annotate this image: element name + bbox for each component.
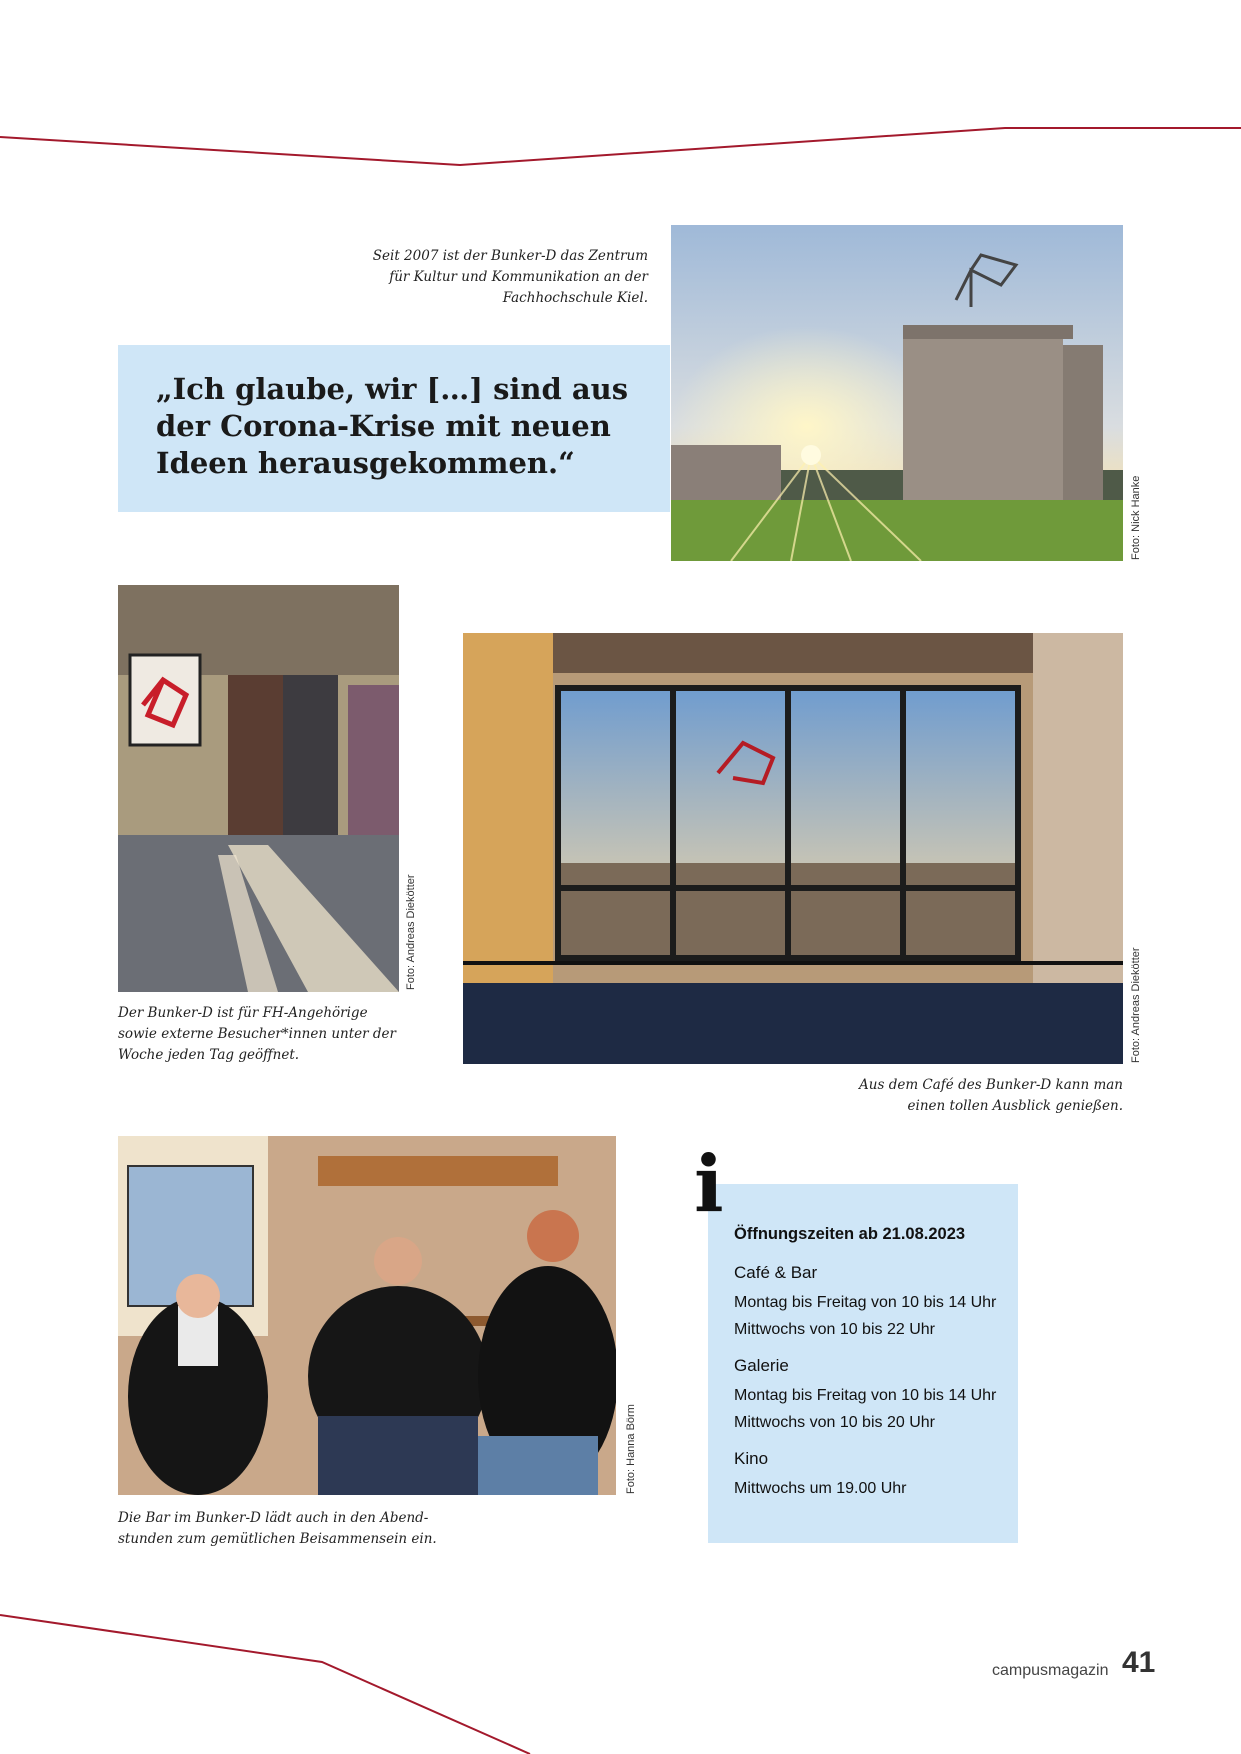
section-galerie: Galerie Montag bis Freitag von 10 bis 14 Uhr Mittwochs von 10 bis 20 Uhr [734,1356,997,1431]
photo-bar [118,1136,616,1495]
section-cafe-bar: Café & Bar Montag bis Freitag von 10 bis 14 Uhr Mittwochs von 10 bis 22 Uhr [734,1263,997,1338]
pull-quote-box [118,345,670,512]
photo-bunker-exterior [671,225,1123,561]
photo-hallway [118,585,399,992]
opening-hours-title: Öffnungszeiten ab 21.08.2023 [734,1225,966,1243]
pull-quote: „Ich glaube, wir […] sind aus der Corona-Krise mit neuen Ideen herausgekommen.“ [156,372,629,480]
photo-credit-cafe: Foto: Andreas Diekötter [1130,947,1142,1063]
caption-hallway: Der Bunker-D ist für FH-Angehörige sowie externe Besucher*innen unter der Woche jeden Tag geöffnet. [118,1005,396,1063]
photo-credit-bar: Foto: Hanna Börm [625,1404,637,1494]
section-kino: Kino Mittwochs um 19.00 Uhr [734,1449,907,1497]
info-icon: i [694,1139,724,1230]
footer-magazine-name: campusmagazin [992,1662,1109,1679]
caption-cafe: Aus dem Café des Bunker-D kann man einen tollen Ausblick genießen. [859,1077,1123,1114]
photo-credit-exterior: Foto: Nick Hanke [1130,475,1142,560]
caption-bar: Die Bar im Bunker-D lädt auch in den Abend- stunden zum gemütlichen Beisammensein ein. [118,1510,437,1547]
photo-credit-hallway: Foto: Andreas Diekötter [405,874,417,990]
photo-cafe-view [463,633,1123,1064]
caption-exterior: Seit 2007 ist der Bunker-D das Zentrum für Kultur und Kommunikation an der Fachhochschule Kiel. [372,248,648,306]
page-number: 41 [1122,1646,1156,1679]
